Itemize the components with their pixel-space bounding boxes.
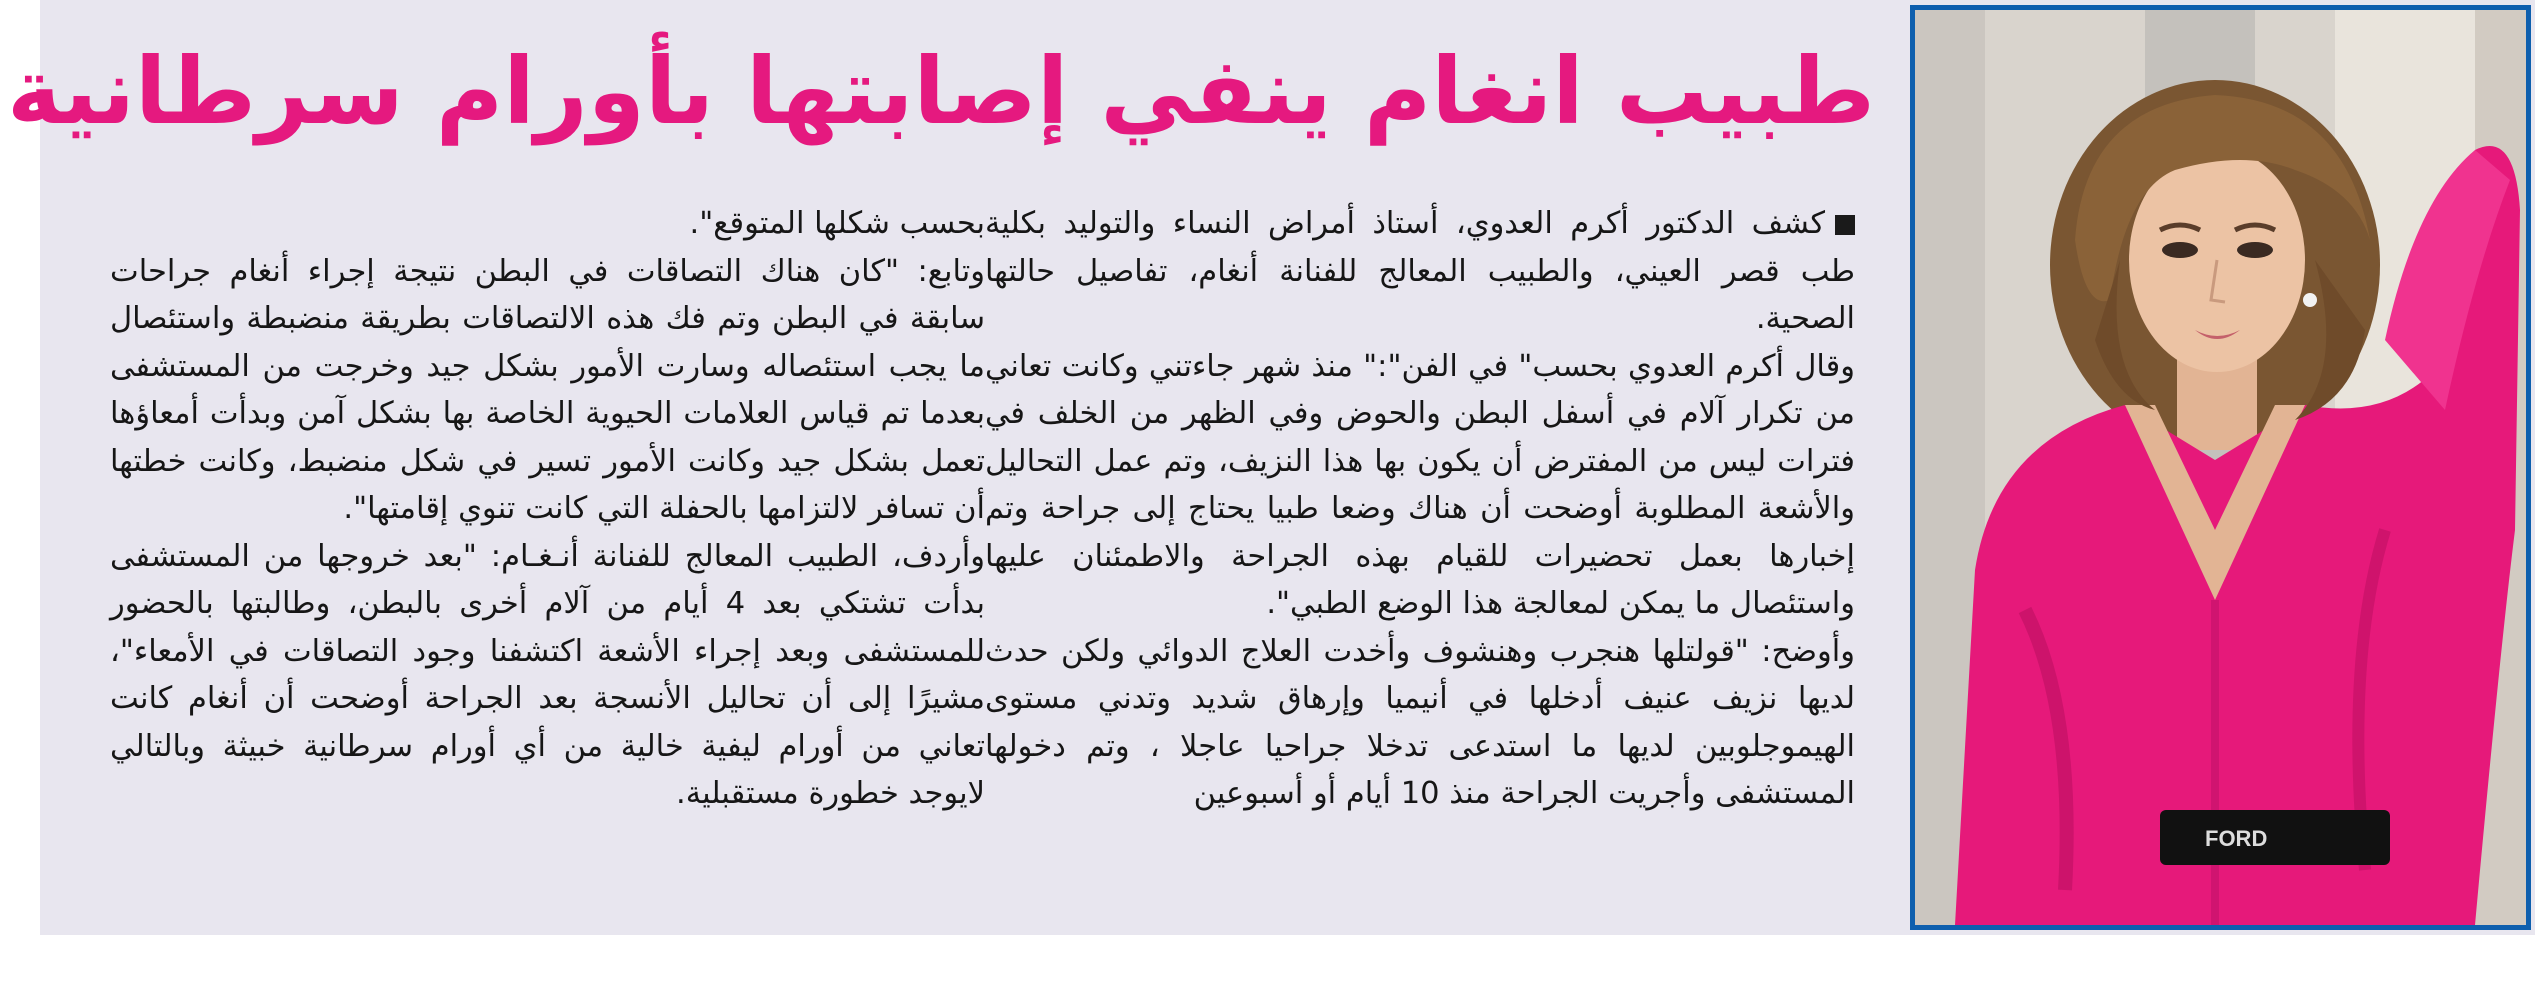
- article-column-left: [110, 200, 985, 818]
- paragraph-2: وقال أكرم العدوي بحسب" في الفن":" منذ شهر جاءتني وكانت تعاني من تكرار آلام في أسفل البطن والحوض وفي الظهر من الخلف في فترات ليس من المفترض أن يكون بها هذا النزيف، وتم عمل التحاليل والأشعة المطلوبة أوضحت أن هناك وضعا طبيا يحتاج إلى جراحة وتم إخبارها بعمل تحضيرات للقيام بهذه الجراحة والاطمئنان عليها واستئصال ما يمكن لمعالجة هذا الوضع الطبي".: [985, 348, 1855, 621]
- bullet-square-icon: [1835, 215, 1855, 235]
- portrait-image: [1915, 10, 2526, 925]
- article-column-right: [985, 200, 1855, 818]
- paragraph-3: وأوضح: "قولتلها هنجرب وهنشوف وأخدت العلاج الدوائي ولكن حدث لديها نزيف عنيف أدخلها في أنيميا وإرهاق شديد وتدني مستوى الهيموجلوبين لديها ما استدعى تدخلا جراحيا عاجلا ، وتم دخولها المستشفى وأجريت الجراحة منذ 10 أيام أو أسبوعين: [985, 633, 1855, 811]
- paragraph-1: [985, 200, 1855, 343]
- paragraph-1-text: كشف الدكتور أكرم العدوي، أستاذ أمراض النساء والتوليد بكلية طب قصر العيني، والطبيب المعالج للفنانة أنغام، تفاصيل حالتها الصحية.: [985, 206, 1855, 336]
- paragraph-5: وتابع: "كان هناك التصاقات في البطن نتيجة إجراء أنغام جراحات سابقة في البطن وتم فك هذه الالتصاقات بطريقة منضبطة واستئصال ما يجب استئصاله وسارت الأمور بشكل جيد وخرجت من المستشفى بعدما تم قياس العلامات الحيوية الخاصة بها بشكل آمن وبدأت أمعاؤها تعمل بشكل جيد وكانت الأمور تسير في شكل منضبط، وكانت خطتها أن تسافر لالتزامها بالحفلة التي كانت تنوي إقامتها".: [110, 253, 985, 526]
- belt-logo: FORD: [2205, 826, 2268, 851]
- article-photo: [1910, 5, 2531, 930]
- article-headline: طبيب انغام ينفي إصابتها بأورام سرطانية: [6, 38, 1875, 145]
- news-article: [6, 0, 2535, 935]
- paragraph-6: وأردف، الطبيب المعالج للفنانة أنـغـام: "بعد خروجها من المستشفى بدأت تشتكي بعد 4 أيام من آلام أخرى بالبطن، وطالبتها بالحضور للمستشفى وبعد إجراء الأشعة اكتشفنا وجود التصاقات في الأمعاء"، مشيرًا إلى أن تحاليل الأنسجة بعد الجراحة أوضحت أن أنغام كانت تعاني من أورام ليفية خالية من أي أورام سرطانية خبيثة وبالتالي لايوجد خطورة مستقبلية.: [110, 538, 985, 811]
- paragraph-4: بحسب شكلها المتوقع".: [689, 206, 985, 241]
